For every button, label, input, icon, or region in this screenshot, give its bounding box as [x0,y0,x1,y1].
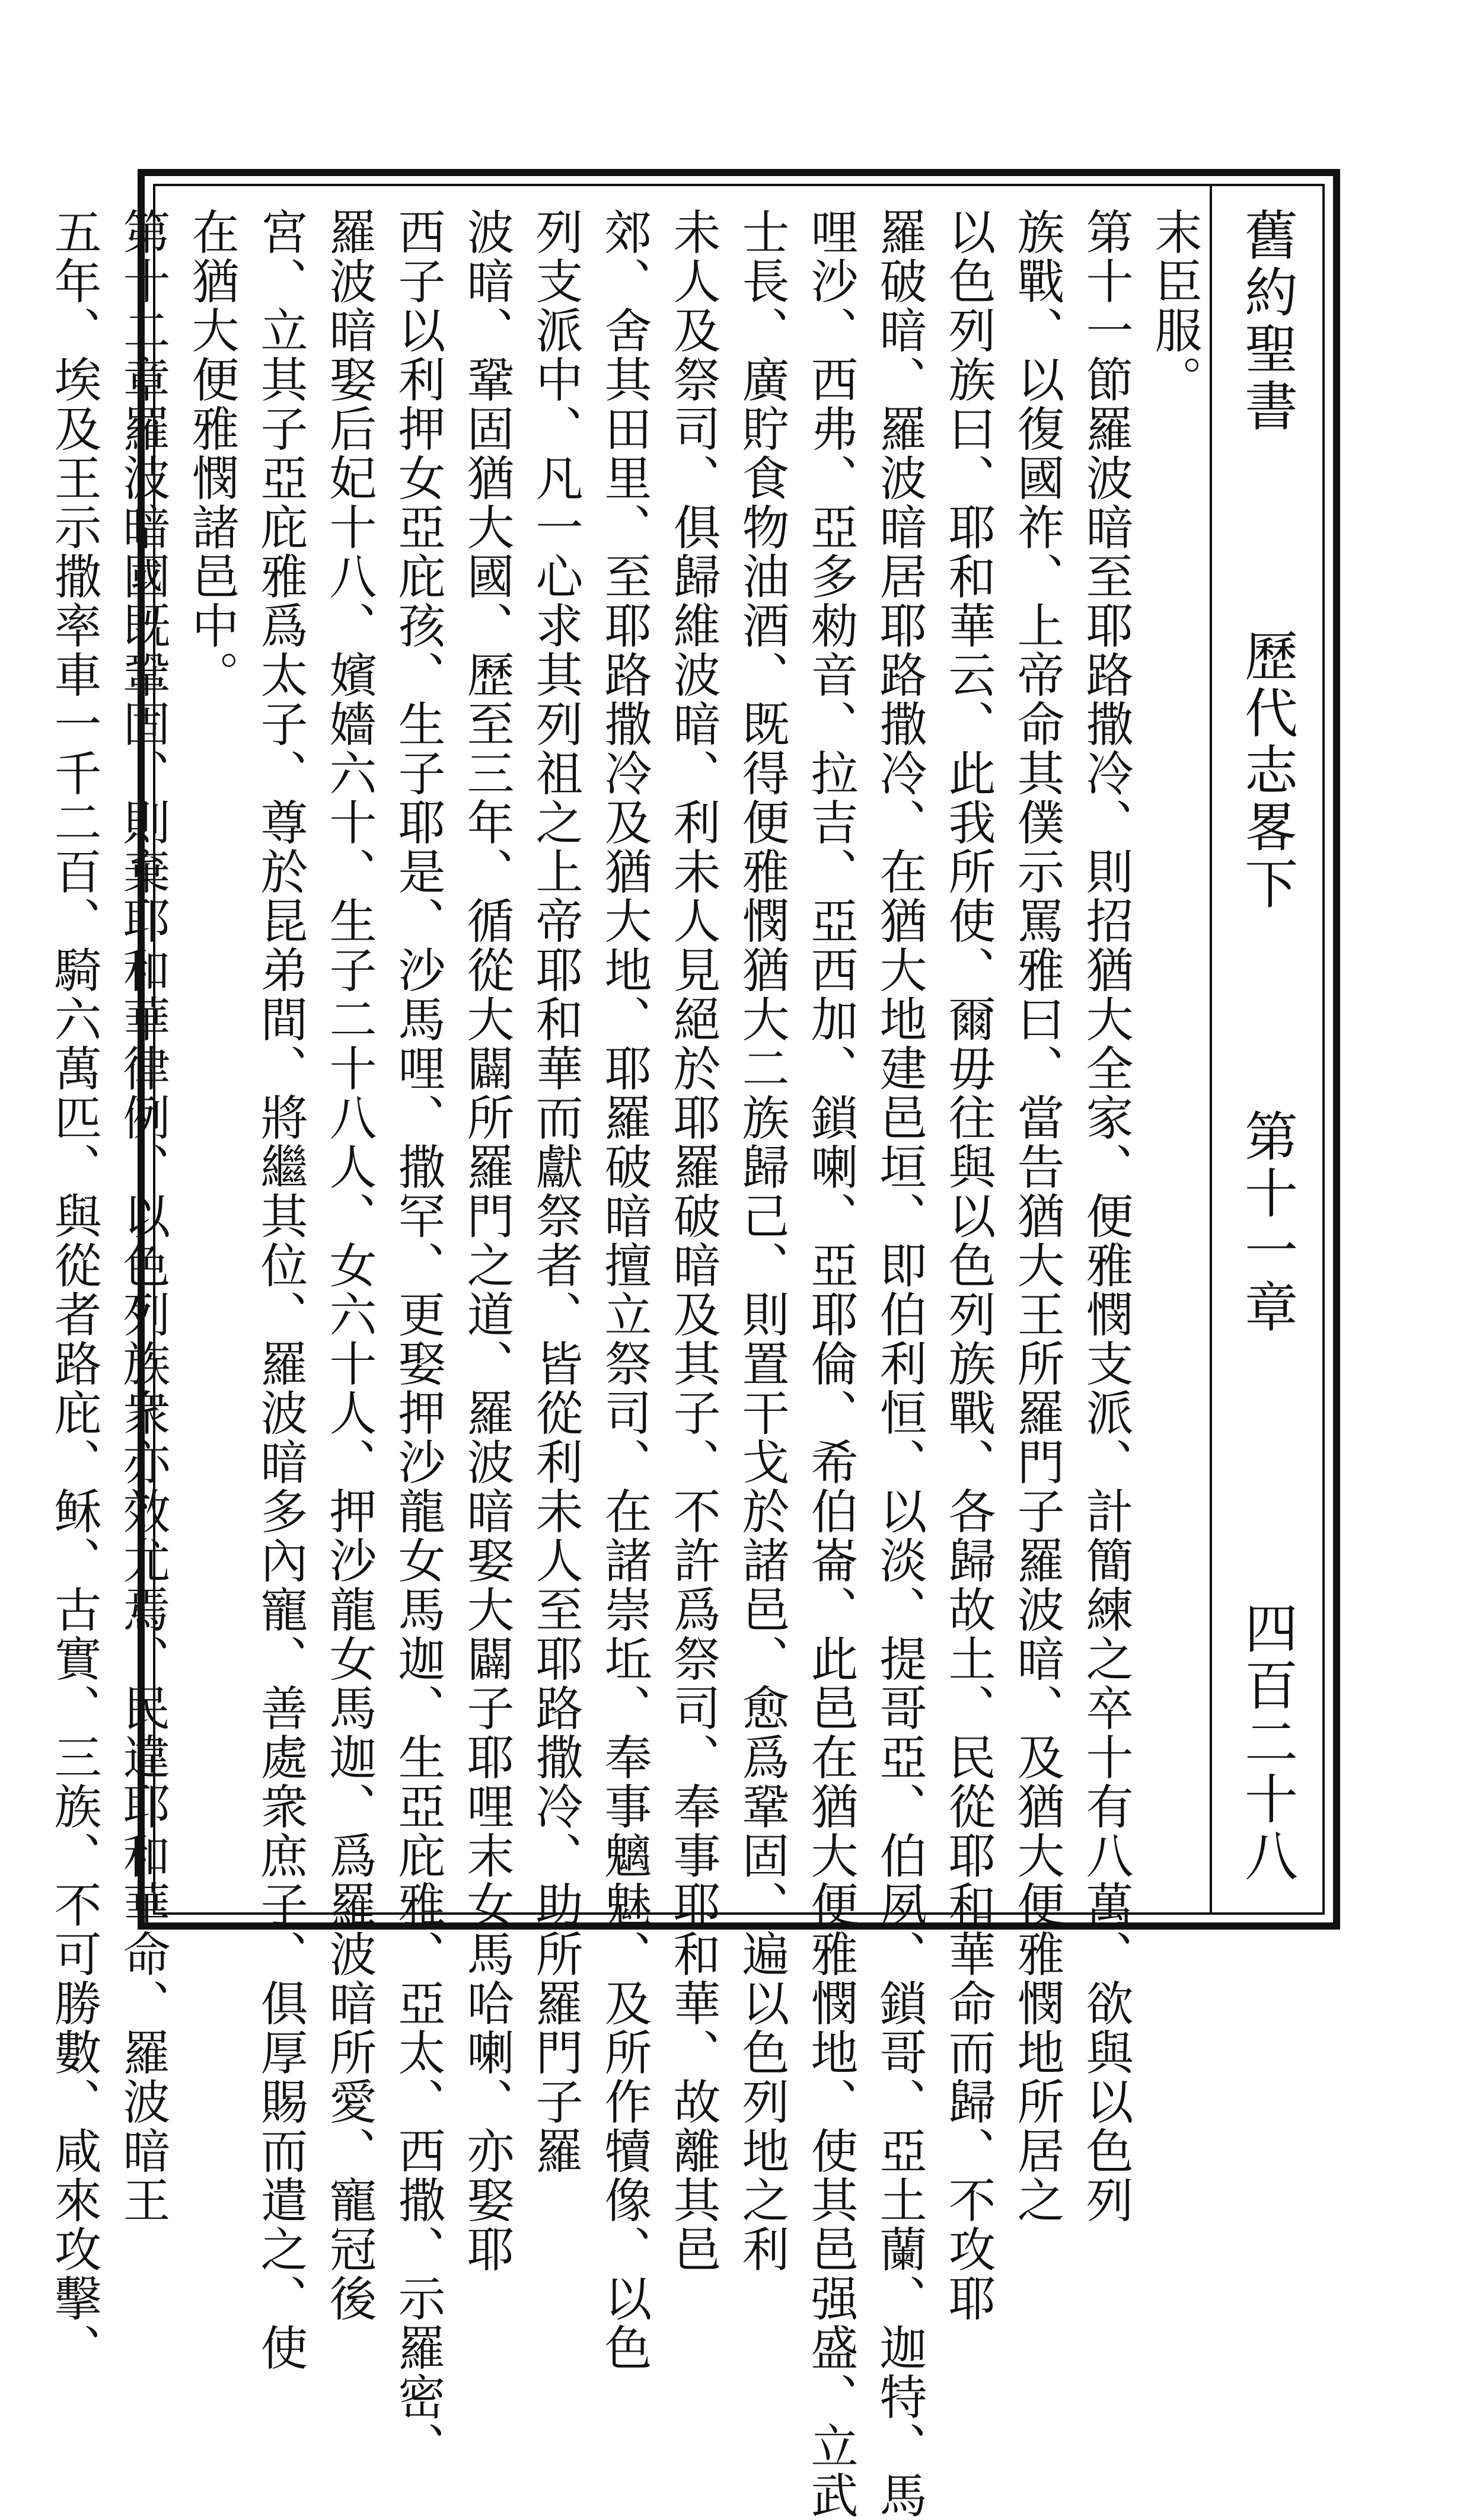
text-column-13: 羅波暗娶后妃十八、嬪嬙六十、生子二十八人、女六十人、押沙龍女馬迦、爲羅波暗所愛、寵冠後 [321,207,377,2323]
text-column-5: 羅破暗、羅波暗居耶路撒冷、在猶大地建邑垣、即伯利恒、以淡、提哥亞、伯夙、鎖哥、亞土蘭、迦特、馬 [872,207,927,2520]
page-number: 四百二十八 [1235,1601,1297,1885]
text-column-7: 士長、廣貯食物油酒、既得便雅憫猶大二族歸己、則置干戈於諸邑、愈爲鞏固、遍以色列地之利 [734,207,789,2274]
text-column-14: 宮、立其子亞庇雅爲太子、尊於昆弟間、將繼其位、羅波暗多內寵、善處衆庶子、俱厚賜而遣之、使 [253,207,308,2372]
text-column-2: 第十一節羅波暗至耶路撒冷、則招猶大全家、便雅憫支派、計簡練之卒十有八萬、欲與以色列 [1078,207,1133,2225]
book-title: 舊約聖書 [1235,207,1297,435]
text-column-1: 末臣服。 [1147,207,1202,404]
text-column-17: 五年、埃及王示撒率車一千二百、騎六萬匹、與從者路庇、稣、古實、三族、不可勝數、咸來攻擊、 [46,207,101,2372]
text-column-3: 族戰、以復國祚、上帝命其僕示罵雅曰、當告猶大王所羅門子羅波暗、及猶大便雅憫地所居之 [1009,207,1064,2225]
text-column-8: 未人及祭司、俱歸維波暗、利未人見絕於耶羅破暗及其子、不許爲祭司、奉事耶和華、故離其邑 [665,207,720,2274]
text-column-9: 郊、舍其田里、至耶路撒冷及猶大地、耶羅破暗擅立祭司、在諸崇坵、奉事魑魅、及所作犢像、以色 [597,207,652,2372]
text-column-12: 西子以利押女亞庇孩、生子耶是、沙馬哩、撒罕、更娶押沙龍女馬迦、生亞庇雅、亞太、西撒、示羅密、 [390,207,445,2471]
text-column-15: 在猶大便雅憫諸邑中。 [184,207,239,700]
header-divider [1210,186,1212,1912]
text-column-10: 列支派中、凡一心求其列祖之上帝耶和華而獻祭者、皆從利未人至耶路撒冷、助所羅門子羅 [528,207,583,2176]
text-column-6: 哩沙、西弗、亞多勑音、拉吉、亞西加、鎖喇、亞耶倫、希伯崙、此邑在猶大便雅憫地、使其邑强盛、立武 [803,207,858,2520]
section-title: 歷代志畧下 [1235,628,1297,913]
text-column-4: 以色列族曰、耶和華云、此我所使、爾毋往與以色列族戰、各歸故土、民從耶和華命而歸、不攻耶 [940,207,996,2323]
chapter-title: 第十一章 [1235,1109,1297,1336]
text-column-11: 波暗、鞏固猶大國、歷至三年、循從大闢所羅門之道、羅波暗娶大闢子耶哩末女馬哈喇、亦娶耶 [459,207,514,2274]
text-column-16: 第十二章羅波暗國既鞏固、則棄耶和華律例、以色列族衆亦效尤焉、民違耶和華命、羅波暗王 [115,207,170,2225]
